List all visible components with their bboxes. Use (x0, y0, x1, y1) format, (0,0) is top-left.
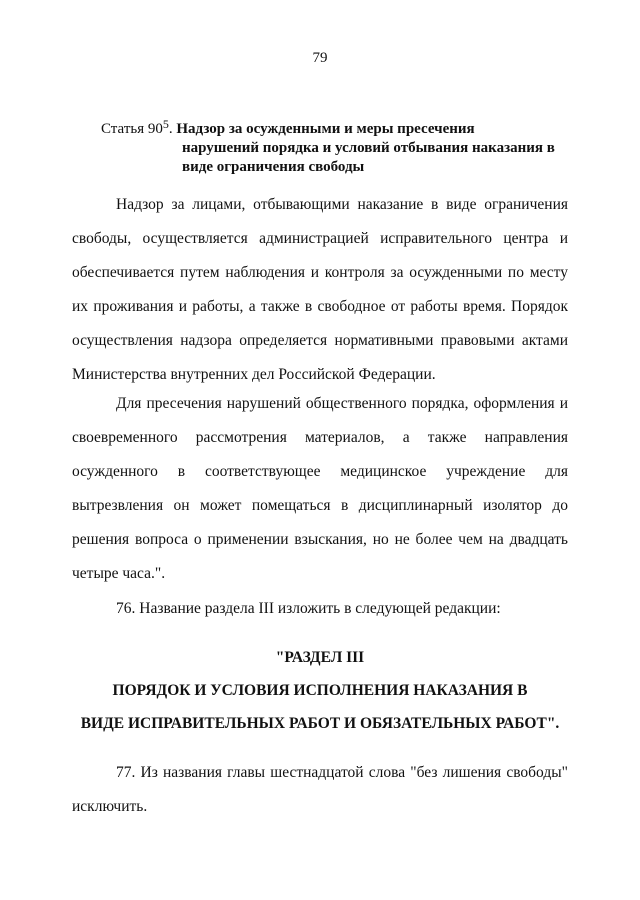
paragraph-text: 77. Из названия главы шестнадцатой слова "без лишения свободы" исключить. (72, 764, 568, 815)
article-title-line-2: нарушений порядка и условий отбывания наказания в (182, 140, 555, 156)
section-heading-line-1: "РАЗДЕЛ III (275, 649, 365, 666)
article-title-line-3: виде ограничения свободы (182, 159, 365, 175)
section-heading-line-2: ПОРЯДОК И УСЛОВИЯ ИСПОЛНЕНИЯ НАКАЗАНИЯ В (112, 682, 528, 699)
page-number: 79 (312, 50, 328, 66)
paragraph-supervision (72, 188, 568, 392)
paragraph-detention (72, 387, 568, 591)
article-title-line-1: Надзор за осужденными и меры пресечения (176, 121, 475, 137)
article-number (101, 117, 173, 137)
article-lead-punct: . (168, 121, 173, 137)
article-superscript: 5 (162, 117, 169, 131)
paragraph-text: Надзор за лицами, отбывающими наказание в виде ограничения свободы, осуществляется администрацией исправительного центра и обеспечивается путем наблюдения и контроля за осужденными по месту их проживания и работы, а также в свободное от работы время. Порядок осуществления надзора определяется нормативными правовыми актами Министерства внутренних дел Российской Федерации. (72, 196, 568, 383)
paragraph-item-77 (72, 756, 568, 824)
section-heading-line-3: ВИДЕ ИСПРАВИТЕЛЬНЫХ РАБОТ И ОБЯЗАТЕЛЬНЫХ РАБОТ". (80, 715, 560, 732)
paragraph-text: 76. Название раздела III изложить в следующей редакции: (116, 600, 501, 617)
paragraph-item-76 (72, 592, 568, 626)
paragraph-text: Для пресечения нарушений общественного порядка, оформления и своевременного рассмотрения материалов, а также направления осужденного в соответствующее медицинское учреждение для вытрезвления он может помещаться в дисциплинарный изолятор до решения вопроса о применении взыскания, но не более чем на двадцать четыре часа.". (72, 395, 568, 582)
article-heading (101, 117, 601, 177)
article-lead: Статья 90 (101, 121, 163, 137)
